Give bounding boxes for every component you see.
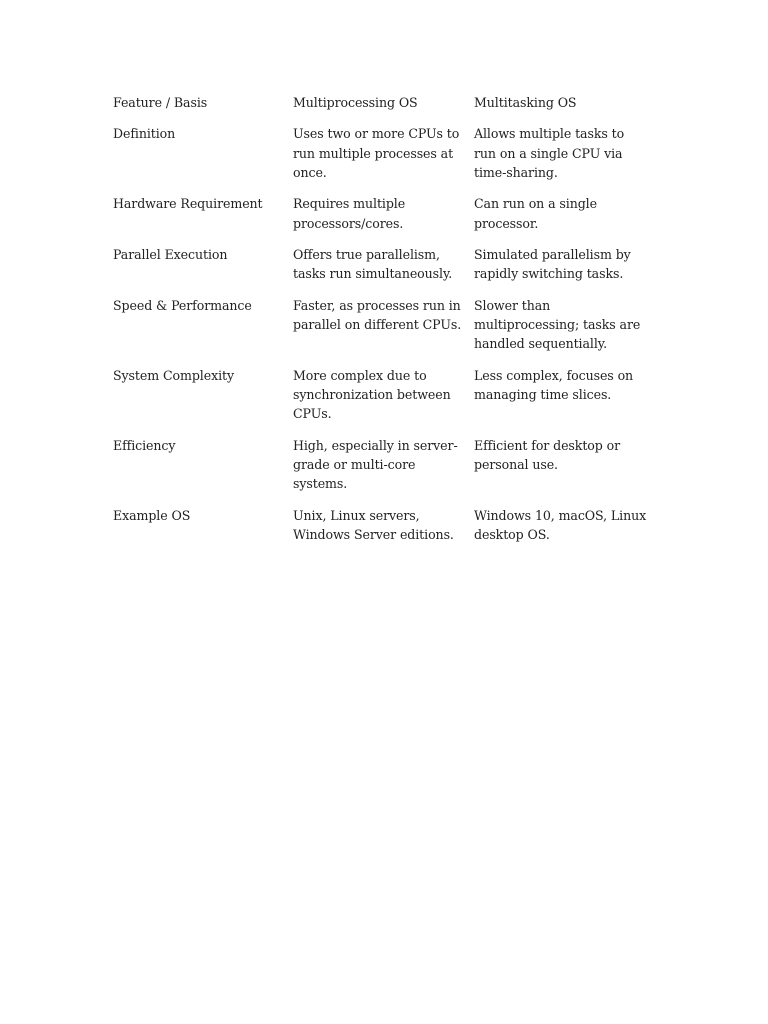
- row-feature-label: Example OS: [113, 507, 191, 523]
- table-row: [113, 124, 653, 194]
- row-feature-label: Parallel Execution: [113, 247, 228, 263]
- row-multitasking-cell: Simulated parallelism by rapidly switching tasks.: [474, 247, 631, 282]
- table-row: [113, 506, 653, 557]
- table-row: [113, 194, 653, 245]
- row-multitasking-cell: Windows 10, macOS, Linux desktop OS.: [474, 507, 647, 543]
- row-multitasking-cell: Efficient for desktop or personal use.: [474, 437, 621, 473]
- row-feature-label: Efficiency: [113, 437, 176, 453]
- row-multiprocessing-cell: Uses two or more CPUs to run multiple processes at once.: [293, 126, 460, 180]
- table-row: [113, 245, 653, 296]
- row-multiprocessing-cell: Offers true parallelism, tasks run simultaneously.: [293, 247, 453, 282]
- header-multiprocessing-os: Multiprocessing OS: [293, 95, 418, 110]
- row-multitasking-cell: Allows multiple tasks to run on a single CPU via time-sharing.: [474, 126, 625, 180]
- row-multitasking-cell: Less complex, focuses on managing time slices.: [474, 367, 634, 403]
- table-row: [113, 366, 653, 436]
- table-row: [113, 436, 653, 506]
- comparison-table: [113, 93, 653, 557]
- header-multitasking-os: Multitasking OS: [474, 95, 577, 110]
- header-feature-basis: Feature / Basis: [113, 95, 208, 110]
- row-multiprocessing-cell: More complex due to synchronization between CPUs.: [293, 367, 451, 422]
- row-multitasking-cell: Can run on a single processor.: [474, 196, 597, 231]
- row-multiprocessing-cell: Unix, Linux servers, Windows Server editions.: [293, 507, 454, 543]
- table-row: [113, 296, 653, 366]
- row-multiprocessing-cell: High, especially in server-grade or multi-core systems.: [293, 437, 458, 492]
- row-feature-label: Speed & Performance: [113, 297, 252, 313]
- table-header-row: [113, 93, 653, 124]
- row-multiprocessing-cell: Requires multiple processors/cores.: [293, 196, 406, 231]
- row-multiprocessing-cell: Faster, as processes run in parallel on different CPUs.: [293, 297, 462, 333]
- row-feature-label: Definition: [113, 126, 176, 142]
- row-feature-label: Hardware Requirement: [113, 196, 263, 212]
- row-feature-label: System Complexity: [113, 367, 234, 383]
- row-multitasking-cell: Slower than multiprocessing; tasks are handled sequentially.: [474, 297, 641, 352]
